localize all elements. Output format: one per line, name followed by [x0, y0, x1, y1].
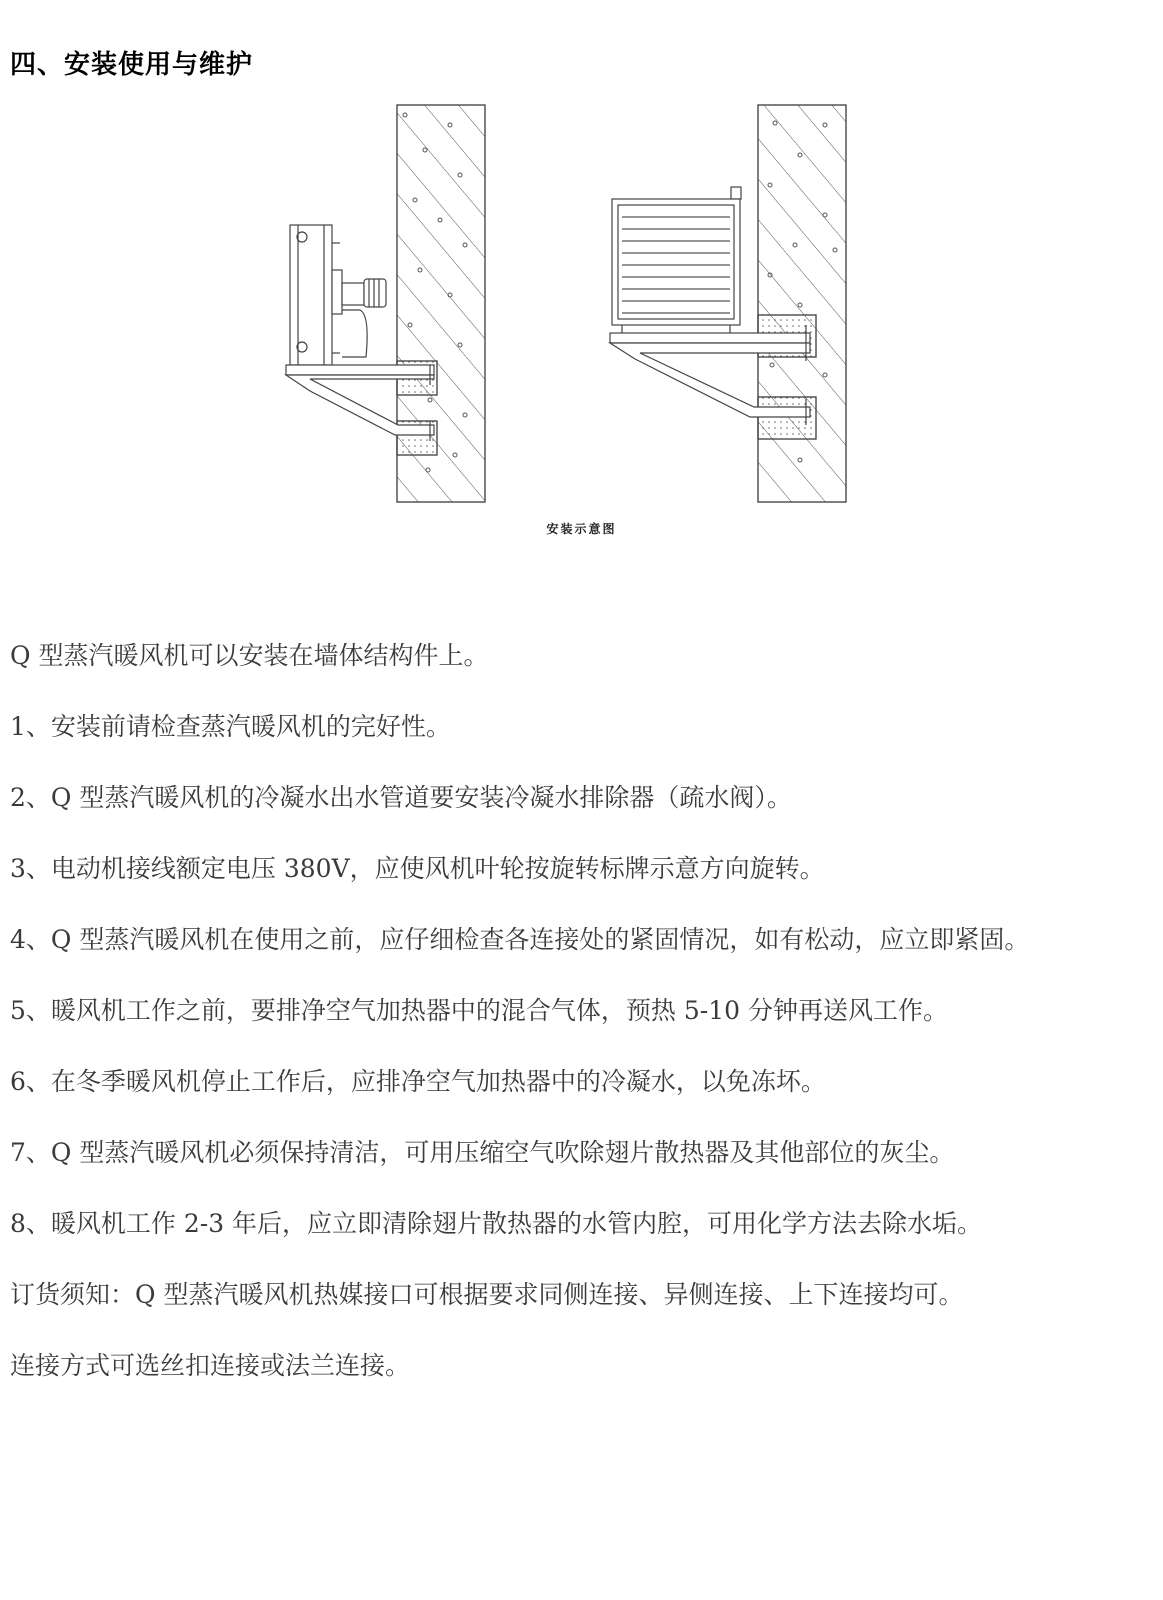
paragraph-step-7: 7、Q 型蒸汽暖风机必须保持清洁，可用压缩空气吹除翅片散热器及其他部位的灰尘。: [10, 1138, 955, 1167]
paragraph-step-5: 5、暖风机工作之前，要排净空气加热器中的混合气体，预热 5-10 分钟再送风工作。: [10, 996, 948, 1025]
paragraph-order-note: 订货须知：Q 型蒸汽暖风机热媒接口可根据要求同侧连接、异侧连接、上下连接均可。: [10, 1280, 964, 1309]
figure-caption: 安装示意图: [546, 522, 617, 536]
paragraph-step-8: 8、暖风机工作 2-3 年后，应立即清除翅片散热器的水管内腔，可用化学方法去除水垢。: [10, 1209, 983, 1238]
paragraph-step-6: 6、在冬季暖风机停止工作后，应排净空气加热器中的冷凝水，以免冻坏。: [10, 1067, 826, 1096]
instructions-text: [10, 620, 1155, 1401]
paragraph-connection-note: 连接方式可选丝扣连接或法兰连接。: [10, 1351, 411, 1380]
left-wall-section: [397, 105, 485, 502]
paragraph-step-2: 2、Q 型蒸汽暖风机的冷凝水出水管道要安装冷凝水排除器（疏水阀）。: [10, 783, 792, 812]
right-wall-section: [758, 105, 846, 502]
installation-diagram: [280, 95, 860, 555]
paragraph-step-3: 3、电动机接线额定电压 380V，应使风机叶轮按旋转标牌示意方向旋转。: [10, 854, 825, 883]
paragraph-step-1: 1、安装前请检查蒸汽暖风机的完好性。: [10, 712, 451, 741]
section-heading: 四、安装使用与维护: [10, 50, 254, 80]
paragraph-intro: Q 型蒸汽暖风机可以安装在墙体结构件上。: [10, 641, 489, 670]
paragraph-step-4: 4、Q 型蒸汽暖风机在使用之前，应仔细检查各连接处的紧固情况，如有松动，应立即紧固。: [10, 925, 1030, 954]
